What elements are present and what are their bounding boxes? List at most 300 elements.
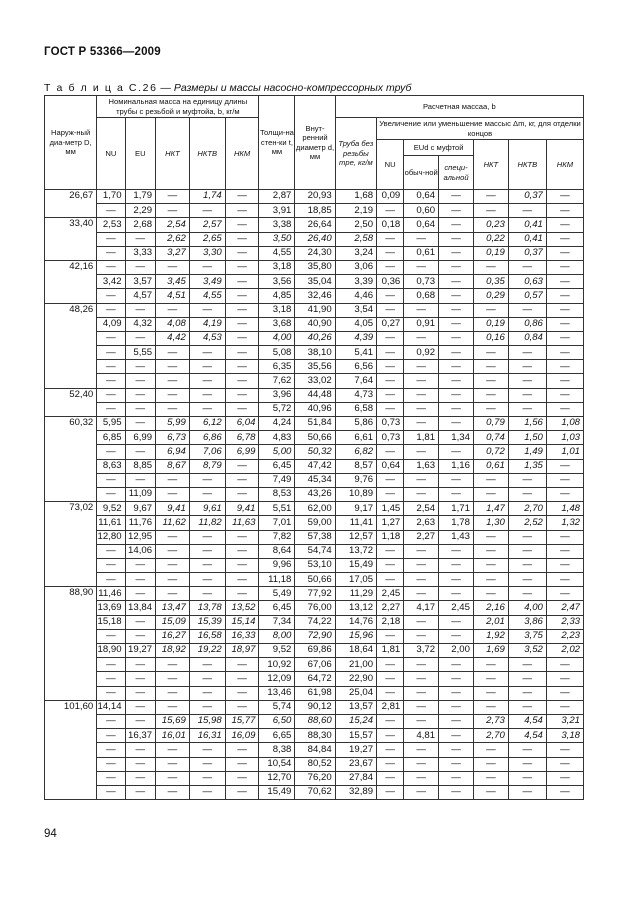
table-row: [45, 544, 584, 558]
table-cell: 6,73: [156, 431, 190, 445]
table-cell: —: [404, 260, 439, 274]
table-cell: —: [189, 672, 225, 686]
table-cell: —: [377, 346, 404, 360]
table-cell: 1,16: [439, 459, 474, 473]
table-cell: —: [439, 360, 474, 374]
table-row: [45, 785, 584, 799]
table-cell: 45,34: [295, 473, 335, 487]
table-cell: 2,68: [125, 218, 155, 232]
table-cell: 4,54: [508, 729, 546, 743]
table-row: [45, 402, 584, 416]
table-cell: 10,92: [259, 658, 295, 672]
table-cell: —: [189, 771, 225, 785]
table-cell: —: [473, 700, 508, 714]
table-cell: 20,93: [295, 190, 335, 204]
table-cell: 69,86: [295, 644, 335, 658]
table-cell: —: [439, 672, 474, 686]
table-cell: —: [156, 402, 190, 416]
table-cell: 0,37: [508, 246, 546, 260]
table-cell: —: [508, 743, 546, 757]
header-change-nkt: НКТ: [473, 140, 508, 190]
table-cell: —: [546, 374, 583, 388]
table-cell: 15,49: [335, 558, 376, 572]
table-cell: —: [97, 743, 125, 757]
table-cell: —: [225, 573, 259, 587]
table-cell: —: [156, 658, 190, 672]
table-cell: —: [546, 246, 583, 260]
table-cell: —: [404, 615, 439, 629]
table-cell: —: [125, 558, 155, 572]
table-cell: —: [508, 260, 546, 274]
table-cell: —: [225, 785, 259, 799]
table-caption: [44, 82, 411, 94]
table-cell: 0,79: [473, 417, 508, 431]
table-cell: 2,53: [97, 218, 125, 232]
table-cell: —: [225, 487, 259, 501]
table-row: [45, 558, 584, 572]
table-cell: —: [546, 530, 583, 544]
table-row: [45, 658, 584, 672]
table-cell: —: [508, 487, 546, 501]
table-cell: 0,73: [377, 417, 404, 431]
table-cell: 84,84: [295, 743, 335, 757]
table-cell: —: [439, 303, 474, 317]
table-cell: —: [125, 700, 155, 714]
table-cell: 3,56: [259, 275, 295, 289]
table-cell: 3,49: [189, 275, 225, 289]
table-cell: 3,18: [259, 260, 295, 274]
table-cell: —: [404, 686, 439, 700]
table-cell: 47,42: [295, 459, 335, 473]
table-cell: 1,43: [439, 530, 474, 544]
table-cell: —: [377, 402, 404, 416]
table-cell: 4,46: [335, 289, 376, 303]
table-row: [45, 473, 584, 487]
table-cell: 16,33: [225, 629, 259, 643]
table-cell: 3,45: [156, 275, 190, 289]
table-row: [45, 218, 584, 232]
table-cell: 2,52: [508, 516, 546, 530]
table-cell: —: [189, 573, 225, 587]
table-cell: —: [473, 686, 508, 700]
table-cell: 0,63: [508, 275, 546, 289]
table-cell: —: [439, 218, 474, 232]
table-cell: —: [439, 374, 474, 388]
header-special-coupling: специ-альной: [439, 156, 474, 190]
table-cell: —: [189, 686, 225, 700]
table-cell: 14,06: [125, 544, 155, 558]
table-cell: 11,61: [97, 516, 125, 530]
table-cell: —: [189, 360, 225, 374]
table-cell: 1,68: [335, 190, 376, 204]
table-cell: 1,69: [473, 644, 508, 658]
table-cell: 15,49: [259, 785, 295, 799]
table-cell: 0,16: [473, 331, 508, 345]
table-cell: 64,72: [295, 672, 335, 686]
table-cell: 13,46: [259, 686, 295, 700]
table-cell: —: [377, 331, 404, 345]
table-cell: —: [404, 558, 439, 572]
table-row: [45, 388, 584, 402]
table-cell: 90,12: [295, 700, 335, 714]
table-cell: 0,09: [377, 190, 404, 204]
table-cell: —: [189, 658, 225, 672]
table-cell: 35,04: [295, 275, 335, 289]
table-cell: —: [97, 672, 125, 686]
table-cell: 44,48: [295, 388, 335, 402]
table-cell: —: [546, 204, 583, 218]
table-cell: —: [377, 686, 404, 700]
table-cell: —: [439, 757, 474, 771]
table-cell: 9,52: [97, 502, 125, 516]
table-cell: —: [508, 587, 546, 601]
table-cell: 11,63: [225, 516, 259, 530]
table-cell: 1,50: [508, 431, 546, 445]
table-title: Размеры и массы насосно-компрессорных труб: [173, 82, 412, 94]
table-row: [45, 629, 584, 643]
header-outer-diameter: Наруж-ный диа-метр D, мм: [45, 96, 97, 190]
table-cell: 1,03: [546, 431, 583, 445]
table-cell: —: [546, 190, 583, 204]
table-cell: —: [473, 487, 508, 501]
table-row: [45, 232, 584, 246]
header-inner-diameter: Внут-ренний диаметр d, мм: [295, 96, 335, 190]
table-cell: 4,83: [259, 431, 295, 445]
table-cell: 0,64: [377, 459, 404, 473]
table-cell: —: [439, 417, 474, 431]
table-cell: 0,73: [377, 431, 404, 445]
table-cell: 0,74: [473, 431, 508, 445]
table-cell: 0,23: [473, 218, 508, 232]
table-cell: 3,96: [259, 388, 295, 402]
table-cell: 59,00: [295, 516, 335, 530]
table-cell: 4,19: [189, 317, 225, 331]
table-cell: 9,52: [259, 644, 295, 658]
table-cell: 8,38: [259, 743, 295, 757]
header-nominal-mass: Номинальная масса на единицу длины трубы с резьбой и муфтойa, b, кг/м: [97, 96, 259, 118]
table-cell: 1,32: [546, 516, 583, 530]
table-cell: 0,22: [473, 232, 508, 246]
table-cell: 7,34: [259, 615, 295, 629]
table-cell: —: [473, 757, 508, 771]
table-cell: 5,86: [335, 417, 376, 431]
table-cell: —: [508, 700, 546, 714]
table-cell: 16,01: [156, 729, 190, 743]
table-cell: 6,50: [259, 714, 295, 728]
table-cell: 4,00: [259, 331, 295, 345]
table-cell: 15,24: [335, 714, 376, 728]
table-cell: —: [97, 388, 125, 402]
table-cell: —: [404, 700, 439, 714]
table-cell: —: [97, 232, 125, 246]
outer-diameter-cell: 52,40: [45, 388, 97, 416]
table-cell: 51,84: [295, 417, 335, 431]
table-cell: —: [473, 785, 508, 799]
table-cell: —: [439, 729, 474, 743]
table-cell: 9,61: [189, 502, 225, 516]
table-cell: 2,27: [404, 530, 439, 544]
table-cell: —: [189, 757, 225, 771]
table-cell: 1,30: [473, 516, 508, 530]
table-cell: —: [473, 260, 508, 274]
table-cell: —: [546, 587, 583, 601]
table-cell: 0,35: [473, 275, 508, 289]
table-cell: —: [377, 303, 404, 317]
table-cell: —: [377, 289, 404, 303]
table-cell: 1,63: [404, 459, 439, 473]
table-cell: —: [125, 629, 155, 643]
table-cell: —: [125, 573, 155, 587]
table-cell: —: [125, 473, 155, 487]
table-cell: —: [404, 573, 439, 587]
table-cell: —: [189, 530, 225, 544]
table-cell: 43,26: [295, 487, 335, 501]
table-cell: —: [156, 260, 190, 274]
table-cell: 9,17: [335, 502, 376, 516]
table-cell: 4,09: [97, 317, 125, 331]
table-cell: 57,38: [295, 530, 335, 544]
table-cell: —: [439, 232, 474, 246]
table-cell: 3,21: [546, 714, 583, 728]
table-cell: —: [439, 629, 474, 643]
table-cell: —: [125, 260, 155, 274]
table-cell: —: [225, 530, 259, 544]
table-label: Т а б л и ц а С.26: [44, 82, 158, 94]
table-cell: —: [404, 388, 439, 402]
table-cell: —: [156, 573, 190, 587]
table-cell: 7,01: [259, 516, 295, 530]
table-cell: 2,50: [335, 218, 376, 232]
table-cell: 4,73: [335, 388, 376, 402]
table-cell: —: [97, 629, 125, 643]
table-cell: —: [508, 558, 546, 572]
table-cell: —: [377, 232, 404, 246]
table-cell: 11,82: [189, 516, 225, 530]
tubing-dimensions-table: [44, 95, 584, 800]
table-cell: —: [439, 615, 474, 629]
table-row: [45, 700, 584, 714]
table-cell: 15,57: [335, 729, 376, 743]
table-cell: —: [508, 757, 546, 771]
caption-dash: —: [157, 82, 174, 94]
table-cell: 2,87: [259, 190, 295, 204]
table-cell: —: [439, 317, 474, 331]
table-cell: —: [97, 544, 125, 558]
table-cell: —: [377, 204, 404, 218]
table-cell: —: [439, 785, 474, 799]
table-cell: 15,98: [189, 714, 225, 728]
table-cell: —: [404, 658, 439, 672]
table-cell: —: [225, 388, 259, 402]
table-cell: —: [473, 544, 508, 558]
table-cell: —: [156, 700, 190, 714]
table-cell: —: [439, 402, 474, 416]
table-cell: —: [546, 260, 583, 274]
table-cell: 3,57: [125, 275, 155, 289]
table-cell: 88,30: [295, 729, 335, 743]
table-cell: 2,70: [508, 502, 546, 516]
table-row: [45, 729, 584, 743]
table-cell: —: [404, 303, 439, 317]
table-cell: 14,14: [97, 700, 125, 714]
table-cell: —: [546, 558, 583, 572]
table-cell: 1,48: [546, 502, 583, 516]
table-cell: 15,96: [335, 629, 376, 643]
table-cell: 10,89: [335, 487, 376, 501]
table-cell: —: [377, 246, 404, 260]
table-cell: 77,92: [295, 587, 335, 601]
table-cell: 12,09: [259, 672, 295, 686]
table-cell: —: [189, 374, 225, 388]
table-cell: —: [156, 473, 190, 487]
table-cell: 12,57: [335, 530, 376, 544]
table-cell: —: [439, 700, 474, 714]
table-row: [45, 644, 584, 658]
table-cell: —: [125, 757, 155, 771]
table-cell: —: [473, 771, 508, 785]
table-cell: 3,91: [259, 204, 295, 218]
table-cell: —: [439, 473, 474, 487]
table-cell: —: [404, 487, 439, 501]
table-cell: 0,41: [508, 218, 546, 232]
table-cell: 3,42: [97, 275, 125, 289]
table-cell: 3,33: [125, 246, 155, 260]
header-change-nkm: НКМ: [546, 140, 583, 190]
table-cell: 67,06: [295, 658, 335, 672]
table-cell: —: [156, 346, 190, 360]
table-cell: —: [189, 260, 225, 274]
table-cell: 72,90: [295, 629, 335, 643]
table-cell: 88,60: [295, 714, 335, 728]
table-cell: 3,30: [189, 246, 225, 260]
table-cell: 11,09: [125, 487, 155, 501]
table-cell: 10,54: [259, 757, 295, 771]
table-cell: —: [546, 473, 583, 487]
table-row: [45, 346, 584, 360]
table-cell: —: [404, 445, 439, 459]
table-cell: —: [97, 360, 125, 374]
table-cell: 74,22: [295, 615, 335, 629]
table-cell: —: [225, 317, 259, 331]
table-cell: —: [546, 487, 583, 501]
table-row: [45, 714, 584, 728]
table-cell: 5,00: [259, 445, 295, 459]
table-cell: —: [439, 445, 474, 459]
table-cell: 38,10: [295, 346, 335, 360]
table-cell: —: [546, 232, 583, 246]
outer-diameter-cell: 26,67: [45, 190, 97, 218]
table-cell: —: [404, 771, 439, 785]
table-cell: —: [377, 487, 404, 501]
table-cell: 3,54: [335, 303, 376, 317]
table-cell: —: [225, 544, 259, 558]
table-row: [45, 771, 584, 785]
table-cell: 3,72: [404, 644, 439, 658]
outer-diameter-cell: 60,32: [45, 417, 97, 502]
document-title: ГОСТ Р 53366—2009: [44, 46, 161, 58]
table-cell: —: [439, 190, 474, 204]
table-cell: —: [225, 374, 259, 388]
table-cell: 19,27: [335, 743, 376, 757]
table-cell: 1,27: [377, 516, 404, 530]
table-cell: —: [156, 785, 190, 799]
header-eu: EU: [125, 118, 155, 190]
table-cell: —: [97, 246, 125, 260]
table-cell: —: [439, 573, 474, 587]
table-cell: 4,57: [125, 289, 155, 303]
table-cell: —: [97, 658, 125, 672]
table-row: [45, 417, 584, 431]
table-cell: 4,08: [156, 317, 190, 331]
table-cell: —: [377, 785, 404, 799]
header-nkt: НКТ: [156, 118, 190, 190]
header-nkm: НКМ: [225, 118, 259, 190]
table-cell: —: [225, 303, 259, 317]
table-cell: —: [473, 587, 508, 601]
table-cell: —: [377, 729, 404, 743]
table-cell: 62,00: [295, 502, 335, 516]
table-cell: 18,90: [97, 644, 125, 658]
table-cell: —: [546, 360, 583, 374]
table-cell: —: [125, 587, 155, 601]
table-cell: 0,84: [508, 331, 546, 345]
table-cell: 5,41: [335, 346, 376, 360]
table-cell: 26,40: [295, 232, 335, 246]
table-cell: 54,74: [295, 544, 335, 558]
table-cell: —: [125, 388, 155, 402]
table-row: [45, 459, 584, 473]
table-cell: —: [225, 743, 259, 757]
table-cell: —: [156, 686, 190, 700]
table-cell: —: [125, 331, 155, 345]
table-cell: —: [189, 544, 225, 558]
table-cell: —: [508, 402, 546, 416]
table-cell: —: [439, 558, 474, 572]
table-cell: 11,76: [125, 516, 155, 530]
table-cell: 32,46: [295, 289, 335, 303]
header-change-nktv: НКТВ: [508, 140, 546, 190]
table-cell: 76,00: [295, 601, 335, 615]
table-row: [45, 757, 584, 771]
table-cell: 13,52: [225, 601, 259, 615]
table-cell: —: [439, 658, 474, 672]
table-cell: 3,50: [259, 232, 295, 246]
table-cell: 11,41: [335, 516, 376, 530]
table-cell: 4,05: [335, 317, 376, 331]
table-cell: 6,45: [259, 459, 295, 473]
table-cell: 6,35: [259, 360, 295, 374]
table-cell: —: [404, 402, 439, 416]
table-cell: 6,56: [335, 360, 376, 374]
table-cell: —: [377, 672, 404, 686]
table-cell: 40,96: [295, 402, 335, 416]
table-cell: 8,67: [156, 459, 190, 473]
table-cell: —: [473, 204, 508, 218]
table-cell: 1,47: [473, 502, 508, 516]
table-cell: 26,64: [295, 218, 335, 232]
table-cell: 5,72: [259, 402, 295, 416]
table-cell: —: [225, 246, 259, 260]
table-cell: 8,57: [335, 459, 376, 473]
table-cell: —: [508, 686, 546, 700]
header-nktv: НКТВ: [189, 118, 225, 190]
table-cell: —: [156, 190, 190, 204]
table-cell: —: [404, 714, 439, 728]
table-cell: 3,39: [335, 275, 376, 289]
table-cell: 35,80: [295, 260, 335, 274]
table-cell: —: [125, 658, 155, 672]
table-cell: —: [225, 459, 259, 473]
